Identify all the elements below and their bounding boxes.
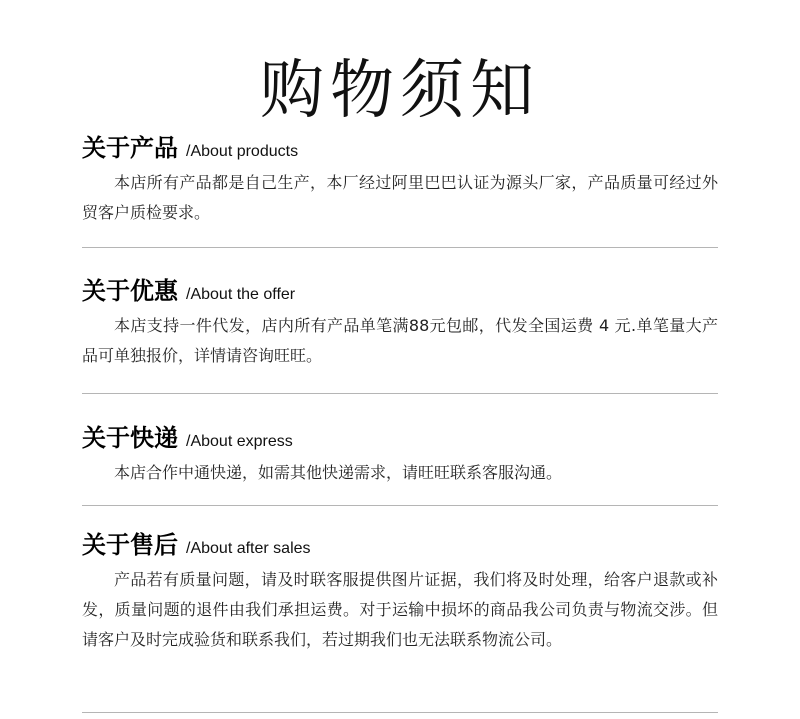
- section-title: 关于产品: [82, 134, 178, 162]
- page-title: 购物须知: [260, 53, 540, 128]
- section-about-offer: [82, 275, 718, 371]
- section-header: [82, 529, 718, 561]
- section-divider: [82, 712, 718, 713]
- section-about-express: [82, 422, 718, 488]
- section-divider: [82, 505, 718, 506]
- section-body: 本店所有产品都是自己生产，本厂经过阿里巴巴认证为源头厂家，产品质量可经过外贸客户质检要求。: [82, 173, 718, 222]
- section-title: 关于快递: [82, 424, 178, 452]
- section-subtitle: /About the offer: [186, 286, 296, 303]
- section-divider: [82, 393, 718, 394]
- section-subtitle: /About express: [186, 433, 293, 450]
- section-body: 本店合作中通快递，如需其他快递需求，请旺旺联系客服沟通。: [114, 463, 563, 482]
- section-body: 产品若有质量问题，请及时联客服提供图片证据，我们将及时处理，给客户退款或补发，质量问题的退件由我们承担运费。对于运输中损坏的商品我公司负责与物流交涉。但请客户及时完成验货和联系我们，若过期我们也无法联系物流公司。: [82, 570, 718, 649]
- section-subtitle: /About products: [186, 143, 299, 160]
- section-header: [82, 132, 718, 164]
- section-title: 关于优惠: [82, 277, 178, 305]
- section-body: 本店支持一件代发，店内所有产品单笔满88元包邮，代发全国运费 4 元.单笔量大产品可单独报价，详情请咨询旺旺。: [82, 316, 718, 365]
- section-header: [82, 275, 718, 307]
- section-title: 关于售后: [82, 531, 178, 559]
- section-divider: [82, 247, 718, 248]
- section-subtitle: /About after sales: [186, 540, 311, 557]
- section-about-after-sales: [82, 529, 718, 655]
- section-header: [82, 422, 718, 454]
- section-about-products: [82, 132, 718, 228]
